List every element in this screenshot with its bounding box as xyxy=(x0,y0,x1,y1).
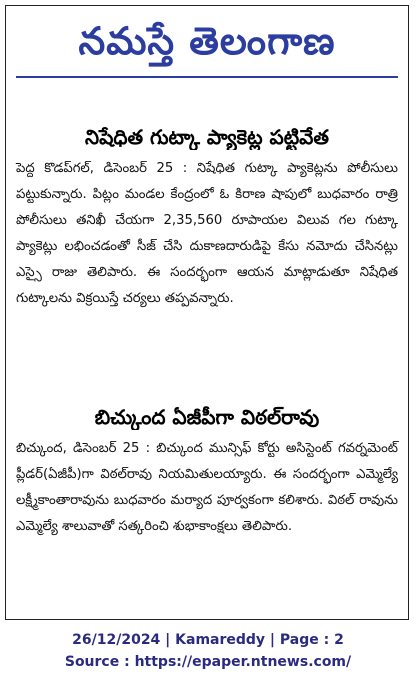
masthead-title: నమస్తే తెలంగాణ xyxy=(78,18,336,63)
article1-body: పెద్ద కొడప్‌గల్‌, డిసెంబర్‌ 25 : నిషేధిత గుట్కా ప్యాకెట్లను పోలీసులు పట్టుకున్నారు. పిట్లం మండల కేంద్రంలో ఓ కిరాణ షాపులో బుధవారం రాత్రి పోలీసులు తనిఖీ చేయగా 2,35,560 రూపాయల విలువ గల గుట్కా ప్యాకెట్లు లభించడంతో సీజ్‌ చేసి దుకాణదారుడిపై కేసు నమోదు చేసినట్లు ఎస్సై రాజు తెలిపారు. ఈ సందర్భంగా ఆయన మాట్లాడుతూ నిషేధిత గుట్కాలను విక్రయిస్తే చర్యలు తప్పవన్నారు. xyxy=(16,161,398,306)
article1-headline: నిషేధిత గుట్కా ప్యాకెట్ల పట్టివేత xyxy=(85,125,329,149)
clipping-frame xyxy=(5,5,409,620)
article2-headline: బిచ్కుంద ఏజీపీగా విఠల్‌రావు xyxy=(94,405,320,429)
masthead-rule xyxy=(16,76,398,78)
article2-body: బిచ్కుంద, డిసెంబర్‌ 25 : బిచ్కుంద మున్సిఫ్‌ కోర్టు అసిస్టెంట్‌ గవర్నమెంట్‌ ప్లీడర్‌(ఏజీపీ)గా విఠల్‌రావు నియమితులయ్యారు. ఈ సందర్భంగా ఎమ్మెల్యే లక్ష్మీకాంతారావును బుధవారం మర్యాద పూర్వకంగా కలిశారు. విఠల్‌ రావును ఎమ్మెల్యే శాలువాతో సత్కరించి శుభాకాంక్షలు తెలిపారు. xyxy=(16,441,398,534)
footer-dateline: 26/12/2024 | Kamareddy | Page : 2 xyxy=(72,632,344,648)
footer-source: Source : https://epaper.ntnews.com/ xyxy=(64,654,352,670)
